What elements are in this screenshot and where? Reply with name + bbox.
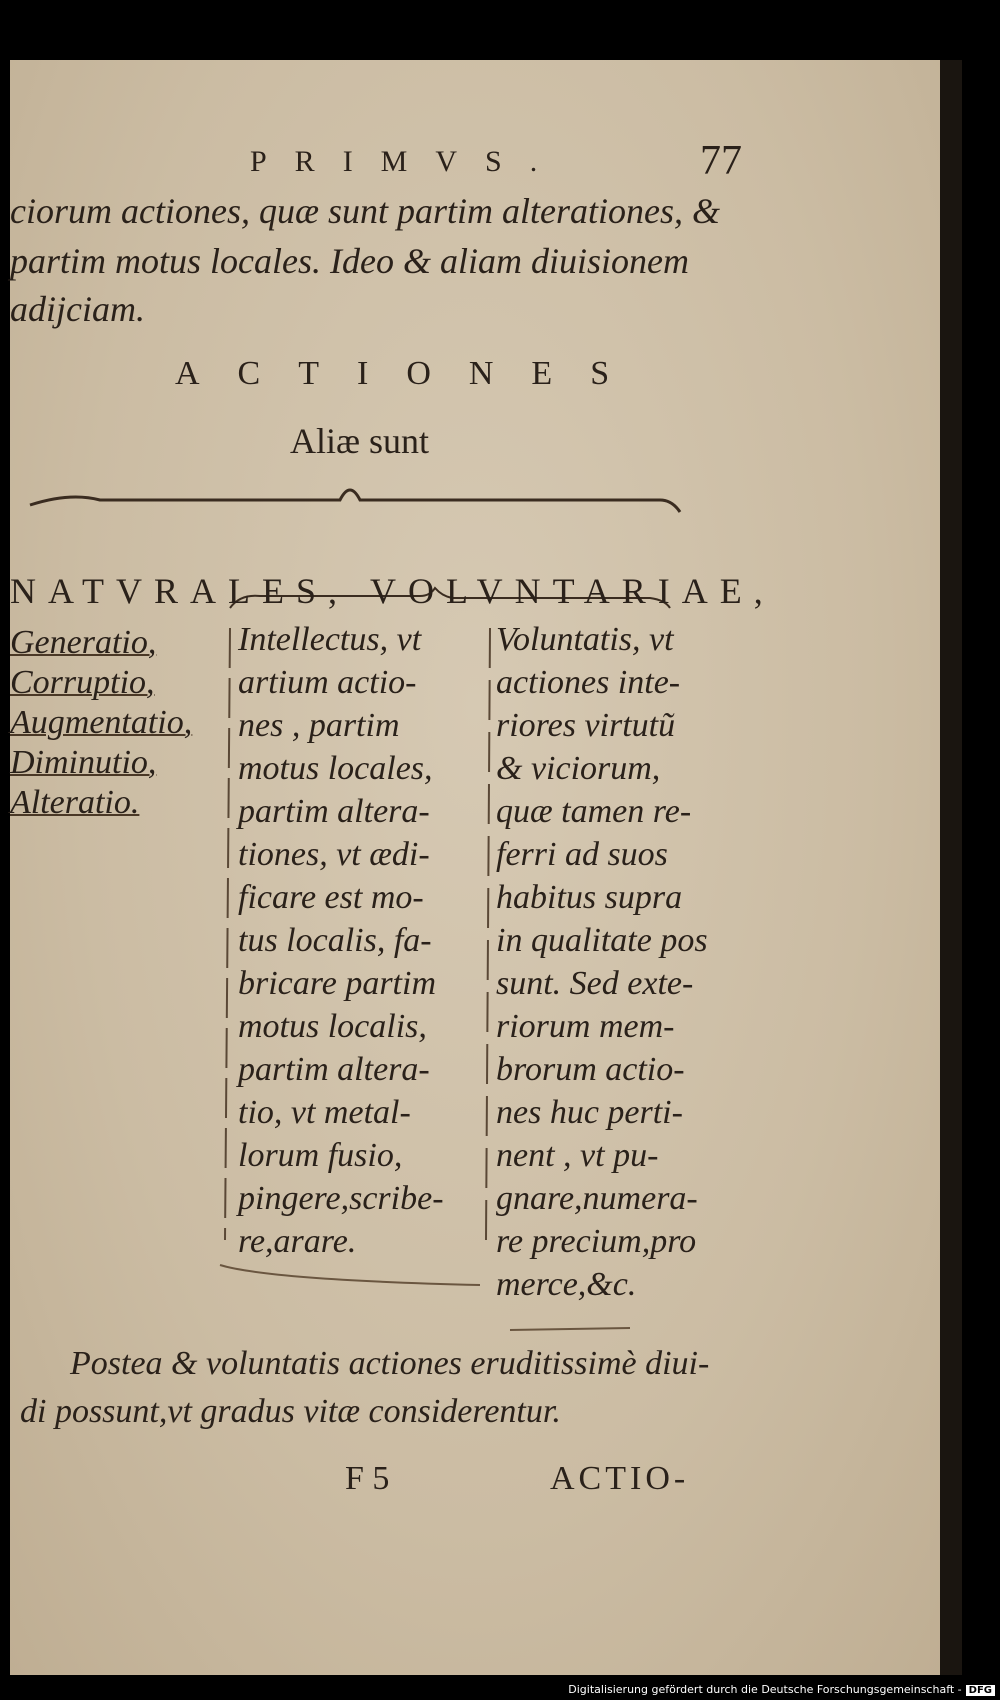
column-line: sunt. Sed exte-	[496, 965, 694, 1002]
list-item: Augmentatio,	[10, 704, 193, 741]
column-line: riores virtutũ	[496, 707, 676, 744]
column-line: actiones inte-	[496, 664, 681, 701]
column-line: partim altera-	[238, 1051, 430, 1088]
branch-voluntariae: VOLVNTARIAE,	[370, 571, 775, 611]
list-item: Corruptio,	[10, 664, 155, 701]
column-line: gnare,numera-	[496, 1180, 698, 1217]
dfg-logo: DFG	[966, 1685, 995, 1696]
section-heading: ACTIONES	[175, 355, 648, 392]
column-line: nes huc perti-	[496, 1094, 683, 1131]
column-line: Intellectus, vt	[238, 621, 422, 658]
column-line: habitus supra	[496, 879, 683, 916]
column-line: ficare est mo-	[238, 879, 424, 916]
branch-naturales: NATVRALES,	[10, 571, 350, 611]
column-line: Voluntatis, vt	[496, 621, 674, 658]
list-item: Generatio,	[10, 624, 157, 661]
brace-lines	[10, 60, 940, 1675]
column-line: motus localis,	[238, 1008, 427, 1045]
column-line: nes , partim	[238, 707, 400, 744]
closing-line-1: Postea & voluntatis actiones eruditissimè diui-	[70, 1345, 710, 1382]
column-line: nent , vt pu-	[496, 1137, 659, 1174]
column-line: tus localis, fa-	[238, 922, 432, 959]
column-line: tiones, vt ædi-	[238, 836, 430, 873]
intro-line-1: ciorum actiones, quæ sunt partim alterationes, &	[10, 191, 720, 231]
credit-text: Digitalisierung gefördert durch die Deutsche Forschungsgemeinschaft -	[568, 1683, 962, 1696]
running-head-title: PRIMVS.	[250, 145, 566, 178]
column-line: pingere,scribe-	[238, 1180, 444, 1217]
column-line: quæ tamen re-	[496, 793, 692, 830]
column-line: in qualitate pos	[496, 922, 708, 959]
column-line: tio, vt metal-	[238, 1094, 411, 1131]
column-line: artium actio-	[238, 664, 417, 701]
closing-line-2: di possunt,vt gradus vitæ considerentur.	[20, 1393, 561, 1430]
column-line: riorum mem-	[496, 1008, 675, 1045]
list-item: Alteratio.	[10, 784, 140, 821]
voluntatis-column	[496, 618, 708, 1306]
intellectus-column	[238, 618, 444, 1263]
intro-line-2: partim motus locales. Ideo & aliam diuisionem	[10, 241, 689, 281]
column-line: brorum actio-	[496, 1051, 685, 1088]
catchword: ACTIO-	[550, 1460, 690, 1497]
signature-mark: F 5	[345, 1460, 390, 1497]
intro-line-3: adijciam.	[10, 289, 145, 329]
column-line: re precium,pro	[496, 1223, 697, 1260]
column-line: motus locales,	[238, 750, 433, 787]
book-page	[10, 60, 943, 1675]
column-line: & viciorum,	[496, 750, 661, 787]
naturales-list	[10, 623, 192, 823]
digitization-credit	[0, 1683, 995, 1696]
column-line: merce,&c.	[496, 1266, 637, 1303]
page-number: 77	[700, 138, 742, 184]
column-line: partim altera-	[238, 793, 430, 830]
section-subheading: Aliæ sunt	[290, 421, 430, 461]
column-line: bricare partim	[238, 965, 437, 1002]
column-line: lorum fusio,	[238, 1137, 403, 1174]
column-line: re,arare.	[238, 1223, 357, 1260]
column-line: ferri ad suos	[496, 836, 668, 873]
list-item: Diminutio,	[10, 744, 157, 781]
